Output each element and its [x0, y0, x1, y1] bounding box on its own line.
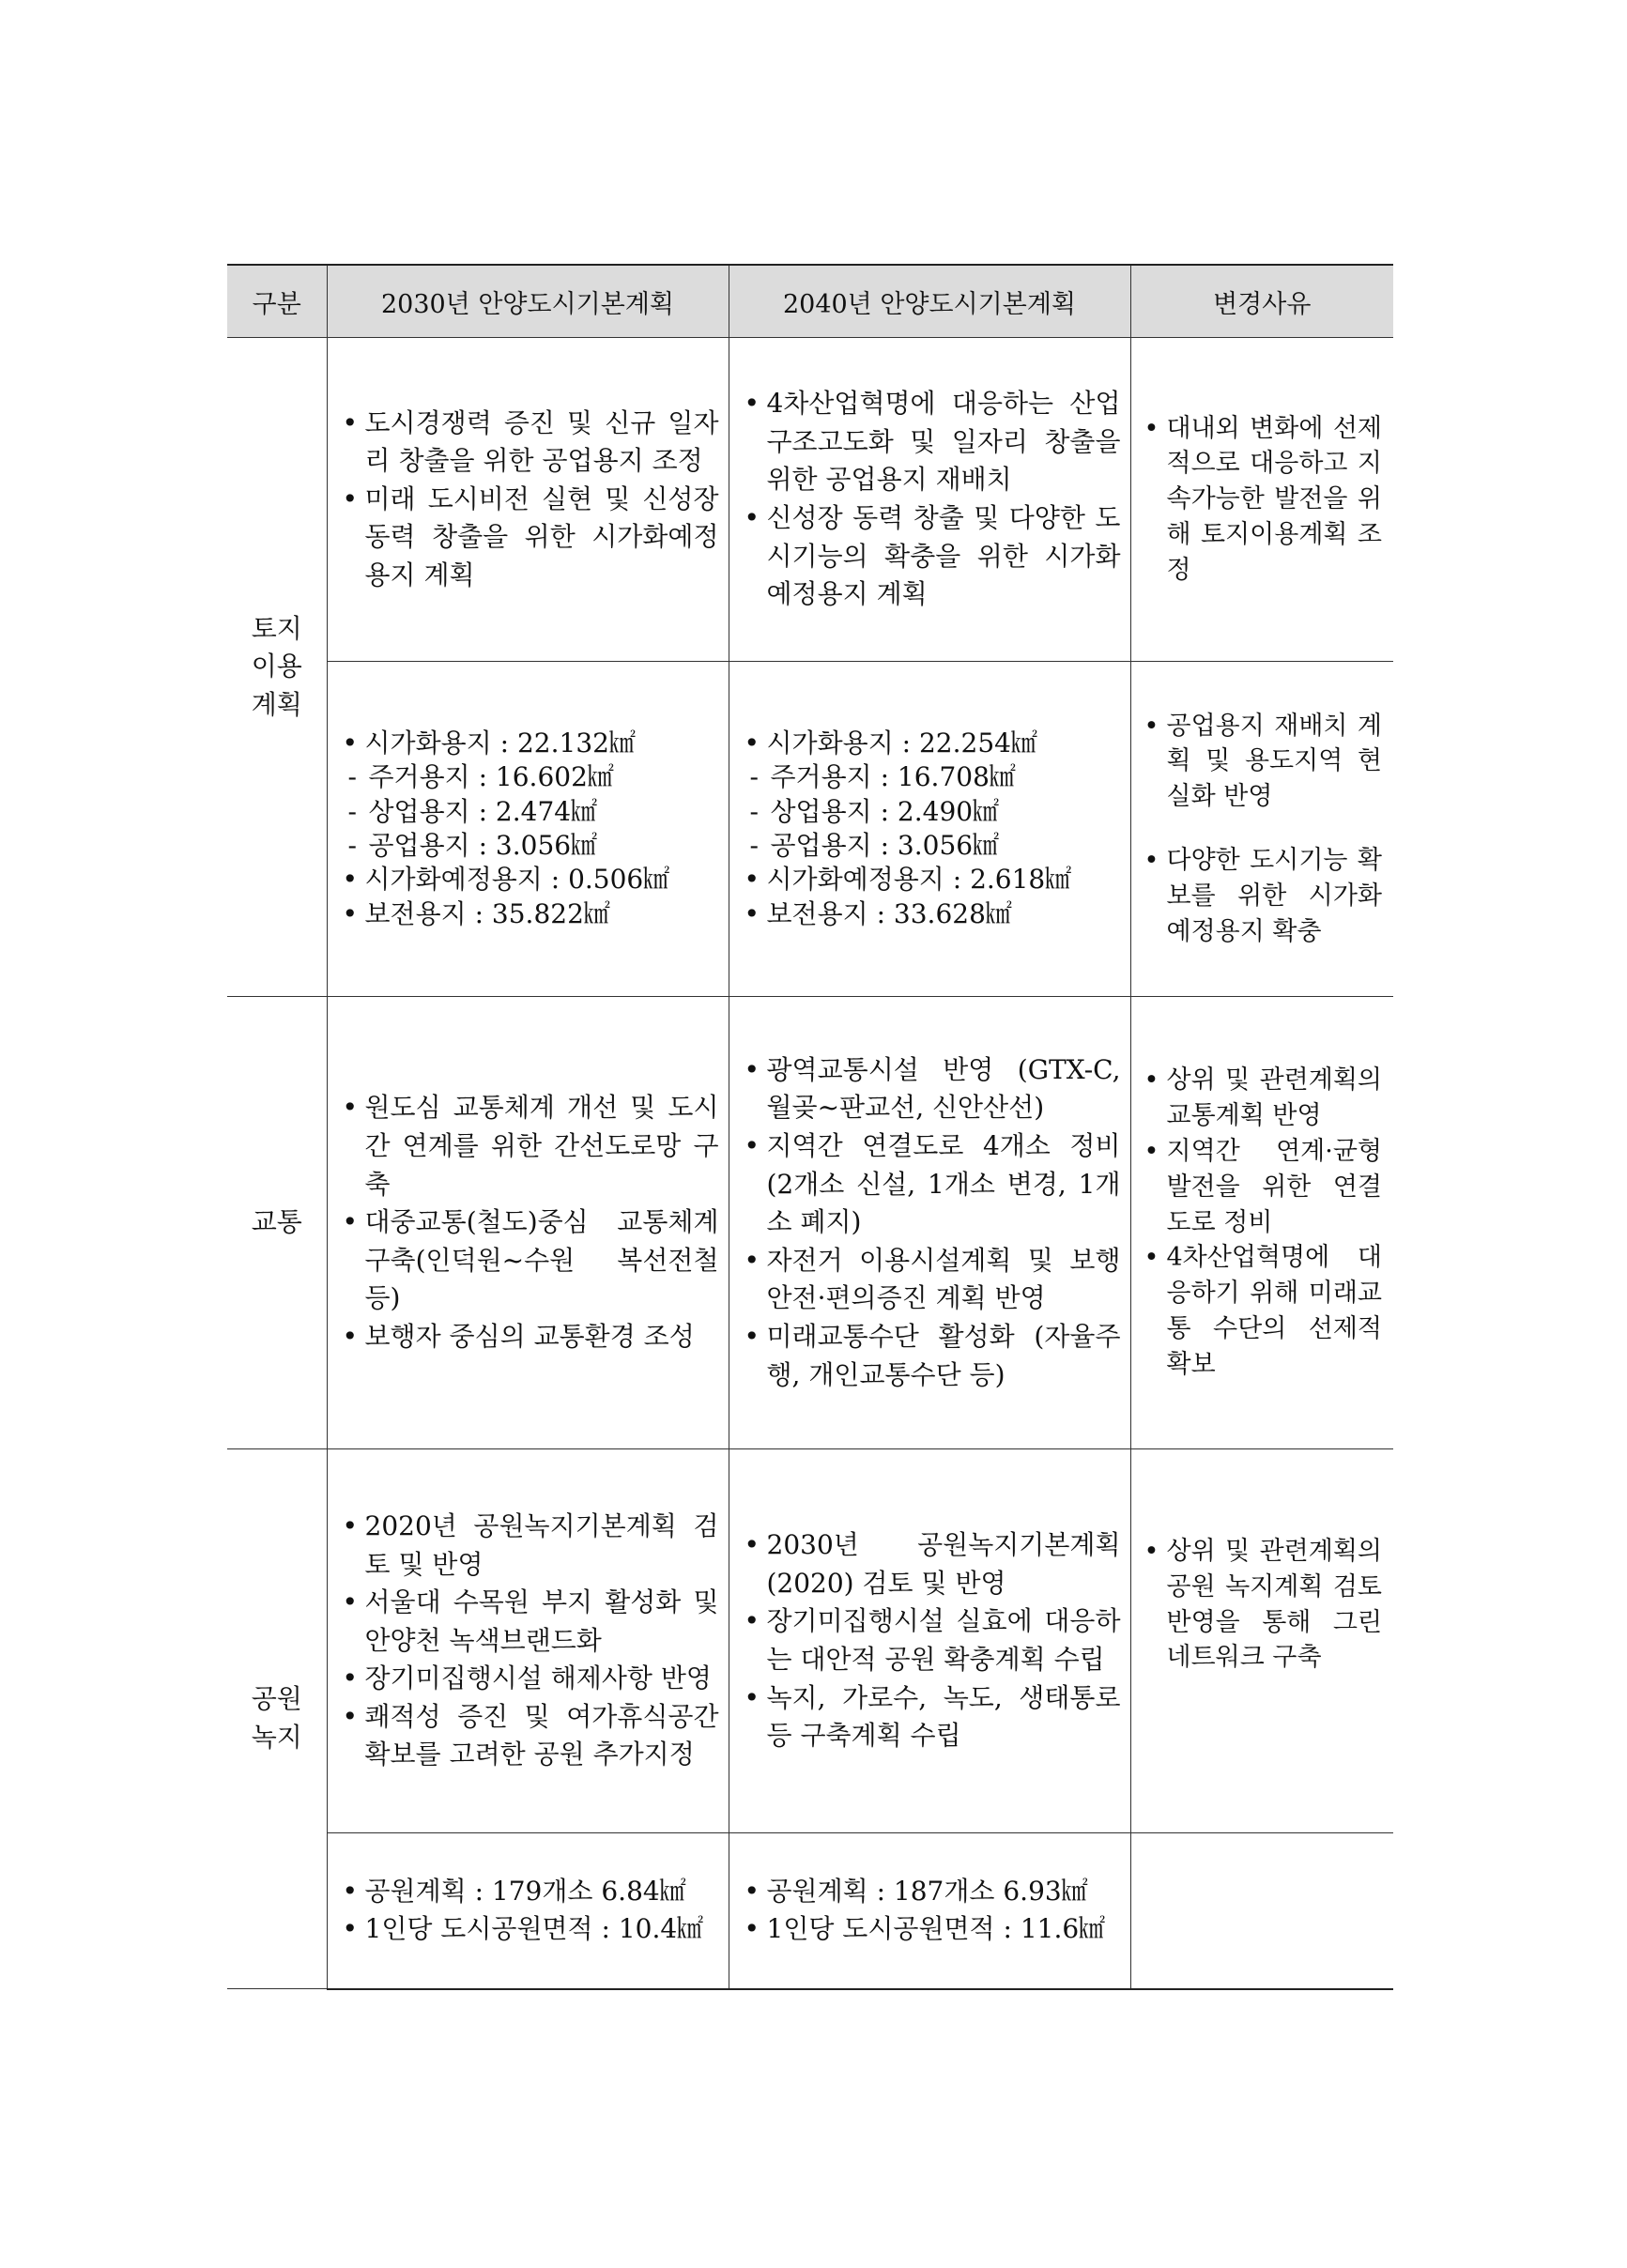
- park-stats-reason: [1130, 1833, 1393, 1989]
- land-policy-2030: [327, 338, 729, 662]
- list-item: • 보행자 중심의 교통환경 조성: [341, 1318, 719, 1356]
- park-reason: [1130, 1449, 1393, 1833]
- land-area-2040: [729, 662, 1130, 997]
- category-traffic: 교통: [227, 997, 327, 1449]
- list-subitem: - 공업용지 : 3.056㎢: [743, 829, 1121, 863]
- list-item: • 쾌적성 증진 및 여가휴식공간 확보를 고려한 공원 추가지정: [341, 1698, 719, 1774]
- header-plan-2030: 2030년 안양도시기본계획: [327, 265, 729, 338]
- park-stats-row: [227, 1833, 1393, 1989]
- list-item: • 4차산업혁명에 대응하기 위해 미래교통 수단의 선제적 확보: [1143, 1240, 1383, 1382]
- list-item: • 상위 및 관련계획의 공원 녹지계획 검토 반영을 통해 그린 네트워크 구축: [1143, 1534, 1383, 1676]
- land-policy-reason: [1130, 338, 1393, 662]
- list-item: • 장기미집행시설 해제사항 반영: [341, 1660, 719, 1698]
- list-item: • 지역간 연계·균형 발전을 위한 연결 도로 정비: [1143, 1134, 1383, 1240]
- land-area-reason: [1130, 662, 1393, 997]
- list-item: • 미래교통수단 활성화 (자율주행, 개인교통수단 등): [743, 1318, 1121, 1394]
- park-2040: [729, 1449, 1130, 1833]
- list-item: • 신성장 동력 창출 및 다양한 도시기능의 확충을 위한 시가화 예정용지 계획: [743, 499, 1121, 614]
- list-item: • 다양한 도시기능 확보를 위한 시가화 예정용지 확충: [1143, 843, 1383, 949]
- park-stats-2040: [729, 1833, 1130, 1989]
- traffic-2040: [729, 997, 1130, 1449]
- list-subitem: - 공업용지 : 3.056㎢: [341, 829, 719, 863]
- land-policy-row: [227, 338, 1393, 662]
- list-item: • 상위 및 관련계획의 교통계획 반영: [1143, 1063, 1383, 1134]
- list-item: • 공원계획 : 187개소 6.93㎢: [743, 1873, 1121, 1911]
- list-item: • 자전거 이용시설계획 및 보행 안전·편의증진 계획 반영: [743, 1242, 1121, 1318]
- park-stats-2030: [327, 1833, 729, 1989]
- category-land-use: 토지 이용 계획: [227, 338, 327, 997]
- list-item: • 지역간 연결도로 4개소 정비 (2개소 신설, 1개소 변경, 1개소 폐지): [743, 1127, 1121, 1242]
- list-item: • 2030년 공원녹지기본계획(2020) 검토 및 반영: [743, 1526, 1121, 1602]
- list-subitem: - 상업용지 : 2.474㎢: [341, 795, 719, 829]
- list-item: • 장기미집행시설 실효에 대응하는 대안적 공원 확충계획 수립: [743, 1602, 1121, 1678]
- land-policy-2040: [729, 338, 1130, 662]
- traffic-reason: [1130, 997, 1393, 1449]
- traffic-2030: [327, 997, 729, 1449]
- list-item: • 공원계획 : 179개소 6.84㎢: [341, 1873, 719, 1911]
- header-row: [227, 265, 1393, 338]
- list-item: • 광역교통시설 반영 (GTX-C, 월곶~판교선, 신안산선): [743, 1051, 1121, 1127]
- list-item: • 미래 도시비전 실현 및 신성장 동력 창출을 위한 시가화예정 용지 계획: [341, 481, 719, 595]
- header-reason: 변경사유: [1130, 265, 1393, 338]
- list-item: • 시가화용지 : 22.254㎢: [743, 727, 1121, 760]
- category-park-green: 공원 녹지: [227, 1449, 327, 1989]
- list-item: • 1인당 도시공원면적 : 10.4㎢: [341, 1910, 719, 1949]
- header-plan-2040: 2040년 안양도시기본계획: [729, 265, 1130, 338]
- list-item: • 녹지, 가로수, 녹도, 생태통로 등 구축계획 수립: [743, 1679, 1121, 1755]
- list-item: • 원도심 교통체계 개선 및 도시간 연계를 위한 간선도로망 구축: [341, 1089, 719, 1203]
- list-item: • 시가화용지 : 22.132㎢: [341, 727, 719, 760]
- list-item: • 2020년 공원녹지기본계획 검토 및 반영: [341, 1508, 719, 1584]
- list-item: • 시가화예정용지 : 2.618㎢: [743, 863, 1121, 896]
- list-subitem: - 주거용지 : 16.708㎢: [743, 760, 1121, 794]
- list-item: • 시가화예정용지 : 0.506㎢: [341, 863, 719, 896]
- list-item: • 보전용지 : 33.628㎢: [743, 897, 1121, 931]
- list-item: • 대중교통(철도)중심 교통체계 구축(인덕원~수원 복선전철 등): [341, 1203, 719, 1318]
- park-2030: [327, 1449, 729, 1833]
- list-item: • 공업용지 재배치 계획 및 용도지역 현실화 반영: [1143, 709, 1383, 815]
- traffic-row: [227, 997, 1393, 1449]
- list-item: • 보전용지 : 35.822㎢: [341, 897, 719, 931]
- list-item: • 도시경쟁력 증진 및 신규 일자리 창출을 위한 공업용지 조정: [341, 405, 719, 481]
- park-policy-row: [227, 1449, 1393, 1833]
- list-item: • 4차산업혁명에 대응하는 산업 구조고도화 및 일자리 창출을 위한 공업용지 재배치: [743, 385, 1121, 499]
- list-item: • 대내외 변화에 선제적으로 대응하고 지속가능한 발전을 위해 토지이용계획 조정: [1143, 411, 1383, 589]
- list-subitem: - 주거용지 : 16.602㎢: [341, 760, 719, 794]
- land-area-row: [227, 662, 1393, 997]
- list-item: • 서울대 수목원 부지 활성화 및 안양천 녹색브랜드화: [341, 1584, 719, 1660]
- list-item: • 1인당 도시공원면적 : 11.6㎢: [743, 1910, 1121, 1949]
- land-area-2030: [327, 662, 729, 997]
- list-subitem: - 상업용지 : 2.490㎢: [743, 795, 1121, 829]
- header-category: 구분: [227, 265, 327, 338]
- plan-comparison-table: [227, 264, 1393, 1990]
